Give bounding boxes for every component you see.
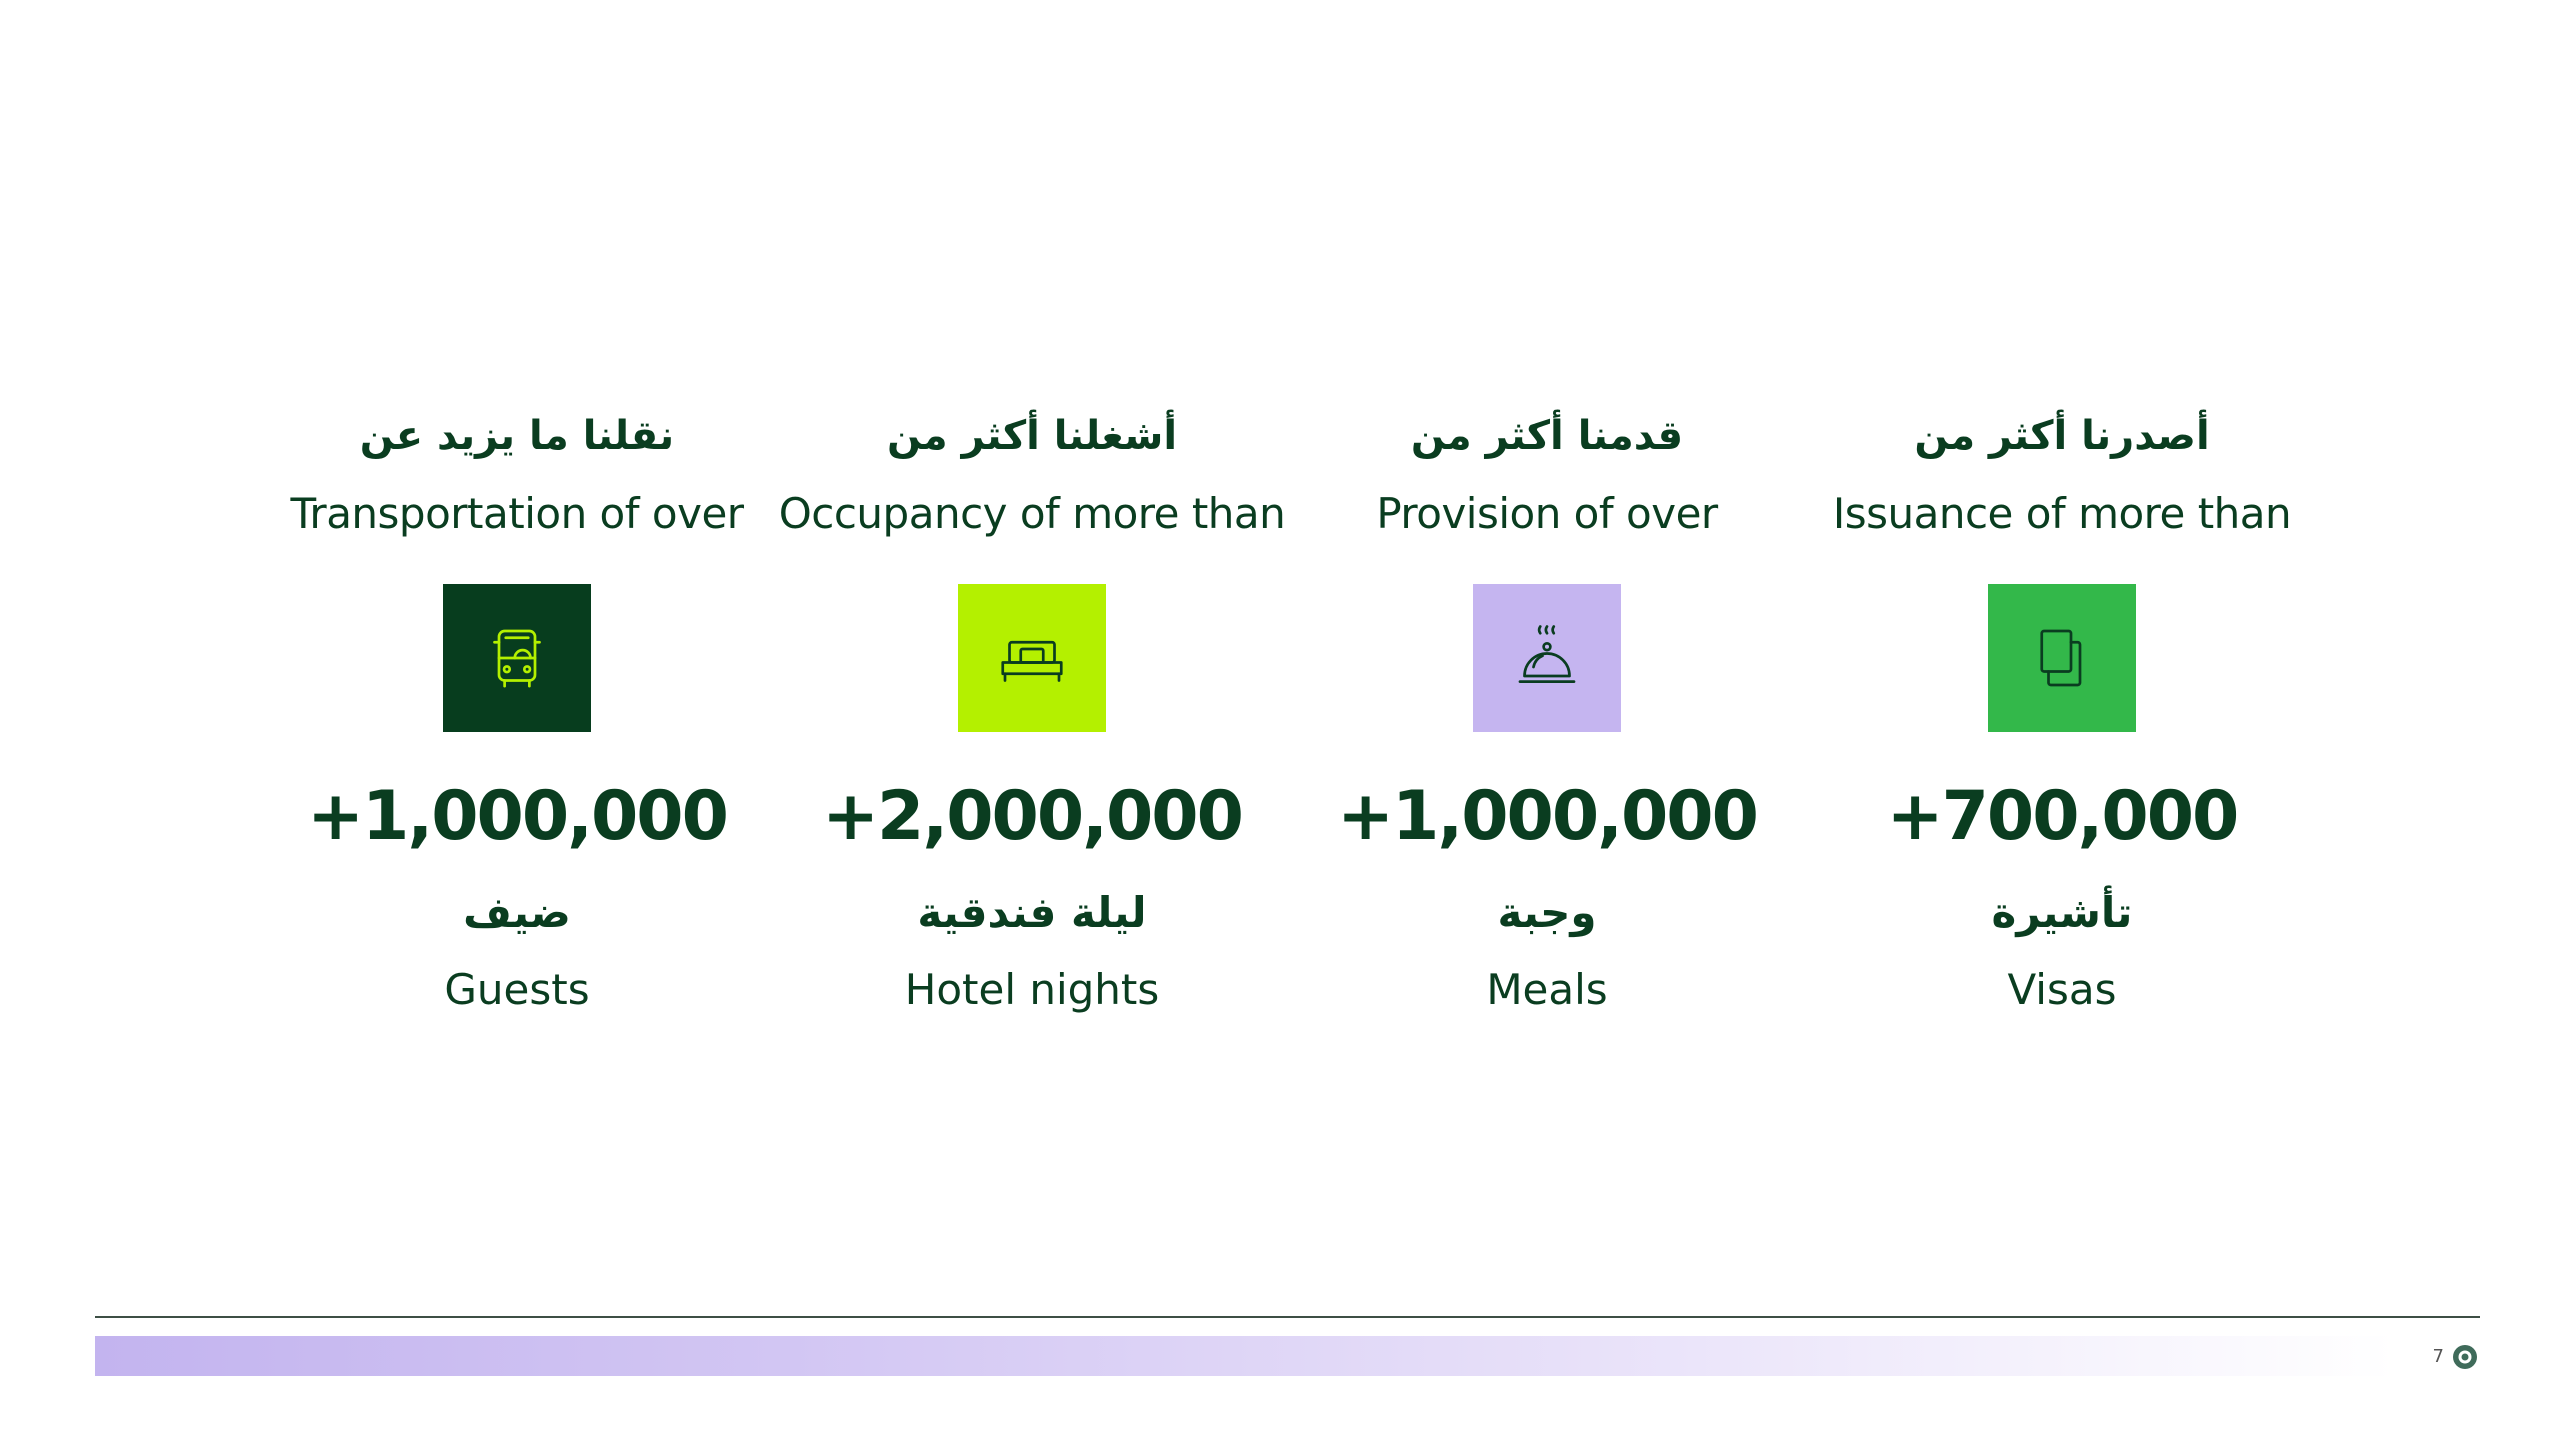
stat-value: +1,000,000 — [1337, 777, 1757, 856]
stat-value: +700,000 — [1886, 777, 2238, 856]
stat-label-arabic: قدمنا أكثر من — [1410, 413, 1684, 459]
circle-logo-icon — [2452, 1344, 2478, 1370]
stat-unit-arabic: تأشيرة — [1991, 888, 2133, 937]
stat-label-arabic: نقلنا ما يزيد عن — [359, 413, 675, 459]
stat-unit-english: Guests — [444, 965, 590, 1014]
page-number: 7 — [2432, 1346, 2444, 1367]
stat-value: +2,000,000 — [822, 777, 1242, 856]
stat-unit-arabic: ضيف — [463, 888, 571, 937]
stat-unit-english: Visas — [2007, 965, 2117, 1014]
cloche-tile — [1473, 584, 1621, 732]
stat-unit-english: Meals — [1486, 965, 1608, 1014]
cloche-icon — [1511, 622, 1583, 694]
stat-label-arabic: أشغلنا أكثر من — [886, 413, 1178, 459]
stat-unit-arabic: وجبة — [1497, 888, 1597, 937]
stat-label-arabic: أصدرنا أكثر من — [1914, 413, 2210, 459]
stat-unit-arabic: ليلة فندقية — [917, 888, 1147, 937]
bed-tile — [958, 584, 1106, 732]
bus-tile — [443, 584, 591, 732]
bed-icon — [996, 622, 1068, 694]
documents-tile — [1988, 584, 2136, 732]
stat-label-english: Transportation of over — [290, 489, 744, 538]
stat-label-english: Occupancy of more than — [778, 489, 1286, 538]
stat-unit-english: Hotel nights — [904, 965, 1160, 1014]
documents-icon — [2026, 622, 2098, 694]
footer-divider — [95, 1316, 2480, 1318]
bus-icon — [481, 622, 553, 694]
stat-label-english: Issuance of more than — [1832, 489, 2292, 538]
footer-gradient-bar — [95, 1336, 2395, 1376]
stat-value: +1,000,000 — [307, 777, 727, 856]
stat-label-english: Provision of over — [1376, 489, 1718, 538]
